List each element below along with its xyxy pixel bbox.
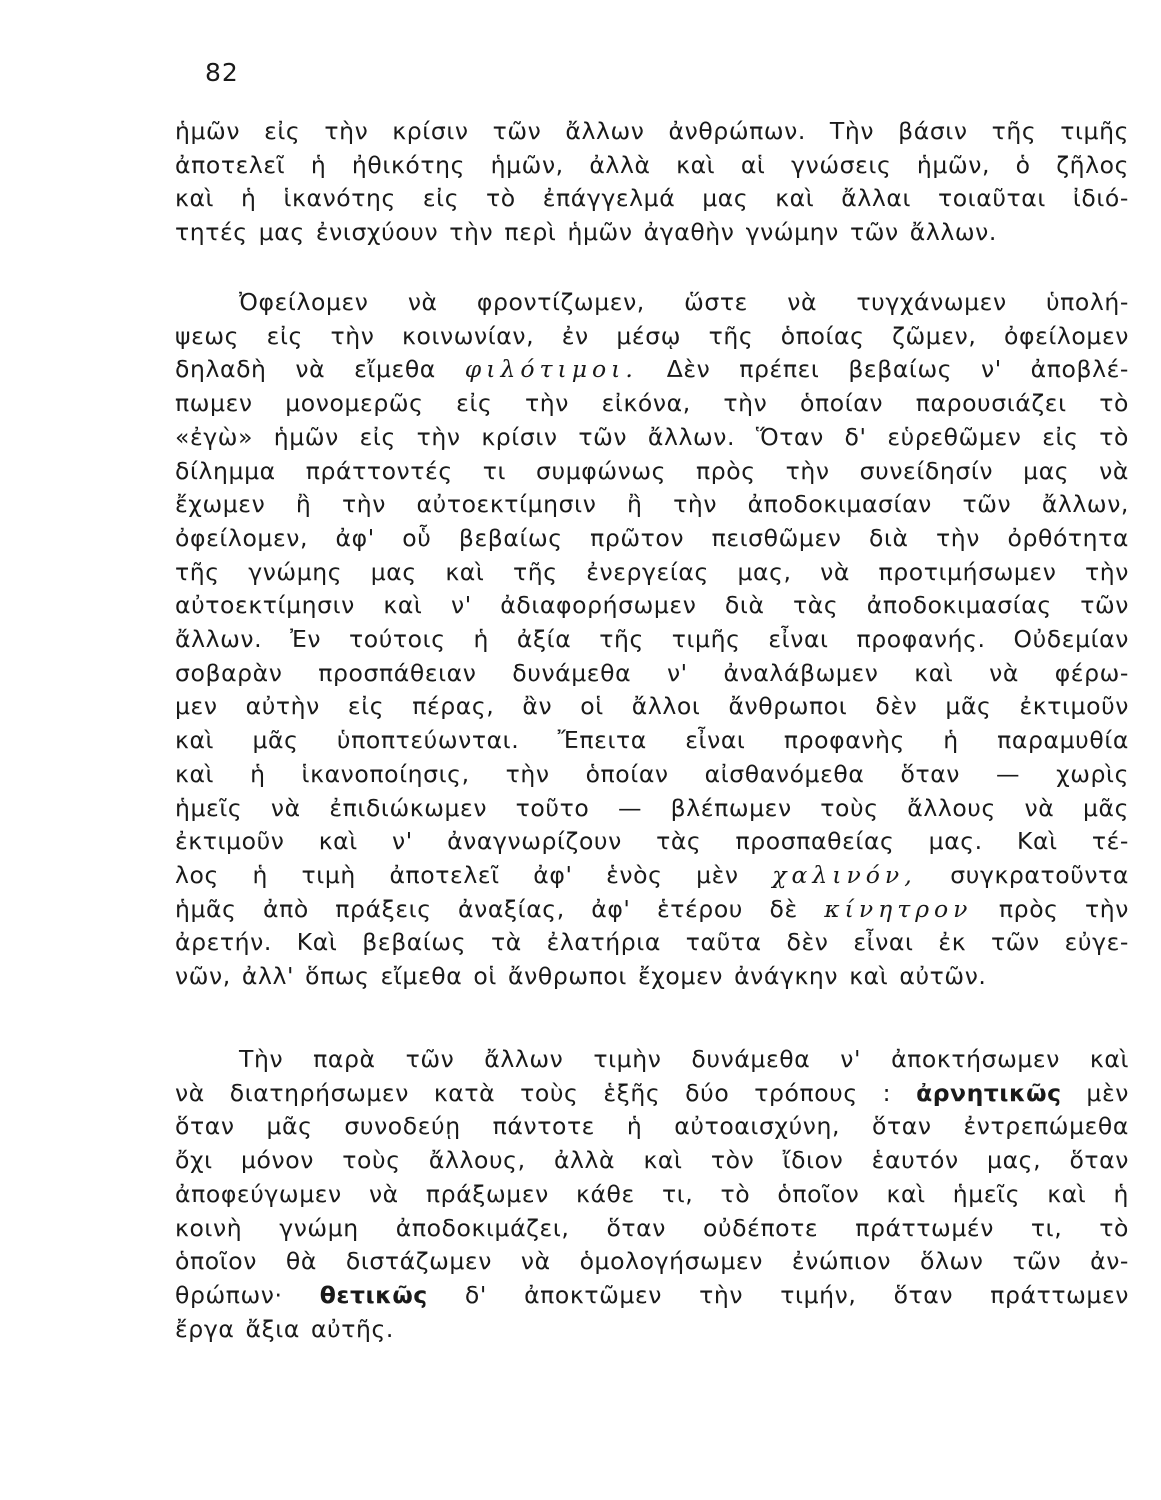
text-line: μεν αὐτὴν εἰς πέρας, ἂν οἱ ἄλλοι ἄνθρωποι δὲν μᾶς ἐκτιμοῦν (175, 692, 1129, 721)
text-segment: θρώπων· (175, 1280, 320, 1309)
emphasis-bold: ἀρνητικῶς (916, 1078, 1062, 1107)
text-line: καὶ μᾶς ὑποπτεύωνται. Ἔπειτα εἶναι προφανὴς ἡ παραμυθία (175, 726, 1129, 755)
text-line: τητές μας ἐνισχύουν τὴν περὶ ἡμῶν ἀγαθὴν γνώμην τῶν ἄλλων. (175, 218, 997, 247)
text-line: «ἐγὼ» ἡμῶν εἰς τὴν κρίσιν τῶν ἄλλων. Ὅταν δ' εὑρεθῶμεν εἰς τὸ (175, 422, 1129, 451)
text-segment: δηλαδὴ νὰ εἴμεθα (175, 355, 465, 384)
text-line: Ὀφείλομεν νὰ φροντίζωμεν, ὥστε νὰ τυγχάνωμεν ὑπολή- (239, 288, 1129, 316)
text-line (175, 859, 1129, 893)
text-line: Τὴν παρὰ τῶν ἄλλων τιμὴν δυνάμεθα ν' ἀποκτήσωμεν καὶ (239, 1045, 1129, 1073)
emphasis-spaced: χαλινόν, (772, 860, 917, 889)
text-line (175, 353, 1129, 387)
text-line: ἡμεῖς νὰ ἐπιδιώκωμεν τοῦτο — βλέπωμεν τοὺς ἄλλους νὰ μᾶς (175, 793, 1129, 822)
text-line (175, 1279, 1129, 1313)
text-line: καὶ ἡ ἱκανότης εἰς τὸ ἐπάγγελμά μας καὶ ἄλλαι τοιαῦται ἰδιό- (175, 184, 1129, 213)
text-line: ἔχωμεν ἢ τὴν αὐτοεκτίμησιν ἢ τὴν ἀποδοκιμασίαν τῶν ἄλλων, (175, 490, 1129, 519)
text-segment: Δὲν πρέπει βεβαίως ν' ἀποβλέ- (637, 355, 1129, 384)
text-line: ἀποφεύγωμεν νὰ πράξωμεν κάθε τι, τὸ ὁποῖον καὶ ἡμεῖς καὶ ἡ (175, 1179, 1129, 1208)
text-line: νῶν, ἀλλ' ὅπως εἴμεθα οἱ ἄνθρωποι ἔχομεν ἀνάγκην καὶ αὐτῶν. (175, 962, 987, 991)
page-number: 82 (205, 58, 239, 87)
text-line: ψεως εἰς τὴν κοινωνίαν, ἐν μέσῳ τῆς ὁποίας ζῶμεν, ὀφείλομεν (175, 321, 1129, 350)
text-line: ὄχι μόνον τοὺς ἄλλους, ἀλλὰ καὶ τὸν ἴδιον ἑαυτόν μας, ὅταν (175, 1146, 1129, 1175)
text-line: ὁποῖον θὰ διστάζωμεν νὰ ὁμολογήσωμεν ἐνώπιον ὅλων τῶν ἀν- (175, 1247, 1129, 1276)
text-line (175, 1077, 1129, 1111)
text-line: ἄλλων. Ἐν τούτοις ἡ ἀξία τῆς τιμῆς εἶναι προφανής. Οὐδεμίαν (175, 625, 1129, 654)
text-line: ὀφείλομεν, ἀφ' οὗ βεβαίως πρῶτον πεισθῶμεν διὰ τὴν ὀρθότητα (175, 523, 1129, 552)
text-line: σοβαρὰν προσπάθειαν δυνάμεθα ν' ἀναλάβωμεν καὶ νὰ φέρω- (175, 658, 1129, 687)
paragraph-3 (175, 1043, 1129, 1346)
text-line: ἐκτιμοῦν καὶ ν' ἀναγνωρίζουν τὰς προσπαθείας μας. Καὶ τέ- (175, 827, 1129, 856)
emphasis-spaced: φιλότιμοι. (464, 355, 638, 384)
text-line: τῆς γνώμης μας καὶ τῆς ἐνεργείας μας, νὰ προτιμήσωμεν τὴν (175, 557, 1129, 586)
text-segment: μὲν (1061, 1078, 1129, 1107)
text-line: ἡμῶν εἰς τὴν κρίσιν τῶν ἄλλων ἀνθρώπων. Τὴν βάσιν τῆς τιμῆς (175, 117, 1129, 145)
paragraph-2 (175, 286, 1129, 994)
text-segment: συγκρατοῦντα (916, 860, 1129, 889)
text-line: ἀποτελεῖ ἡ ἠθικότης ἡμῶν, ἀλλὰ καὶ αἱ γνώσεις ἡμῶν, ὁ ζῆλος (175, 150, 1129, 179)
text-segment: δ' ἀποκτῶμεν τὴν τιμήν, ὅταν πράττωμεν (427, 1280, 1130, 1309)
text-line: δίλημμα πράττοντές τι συμφώνως πρὸς τὴν συνείδησίν μας νὰ (175, 456, 1129, 485)
text-line: ἔργα ἄξια αὐτῆς. (175, 1314, 394, 1343)
text-line: καὶ ἡ ἱκανοποίησις, τὴν ὁποίαν αἰσθανόμεθα ὅταν — χωρὶς (175, 759, 1129, 788)
text-segment: ἡμᾶς ἀπὸ πράξεις ἀναξίας, ἀφ' ἑτέρου δὲ (175, 894, 825, 923)
emphasis-bold: θετικῶς (319, 1280, 428, 1309)
text-line: ὅταν μᾶς συνοδεύῃ πάντοτε ἡ αὐτοαισχύνη, ὅταν ἐντρεπώμεθα (175, 1112, 1129, 1141)
text-line: πωμεν μονομερῶς εἰς τὴν εἰκόνα, τὴν ὁποίαν παρουσιάζει τὸ (175, 389, 1129, 418)
paragraph-1 (175, 115, 1129, 250)
emphasis-spaced: κίνητρον (824, 894, 973, 923)
text-segment: λος ἡ τιμὴ ἀποτελεῖ ἀφ' ἑνὸς μὲν (175, 860, 773, 889)
text-line (175, 893, 1129, 927)
text-segment: νὰ διατηρήσωμεν κατὰ τοὺς ἑξῆς δύο τρόπους : (175, 1078, 917, 1107)
text-line: ἀρετήν. Καὶ βεβαίως τὰ ἐλατήρια ταῦτα δὲν εἶναι ἐκ τῶν εὐγε- (175, 928, 1129, 957)
text-line: κοινὴ γνώμη ἀποδοκιμάζει, ὅταν οὐδέποτε πράττωμέν τι, τὸ (175, 1213, 1129, 1242)
text-segment: πρὸς τὴν (972, 894, 1130, 923)
text-line: αὐτοεκτίμησιν καὶ ν' ἀδιαφορήσωμεν διὰ τὰς ἀποδοκιμασίας τῶν (175, 591, 1129, 620)
